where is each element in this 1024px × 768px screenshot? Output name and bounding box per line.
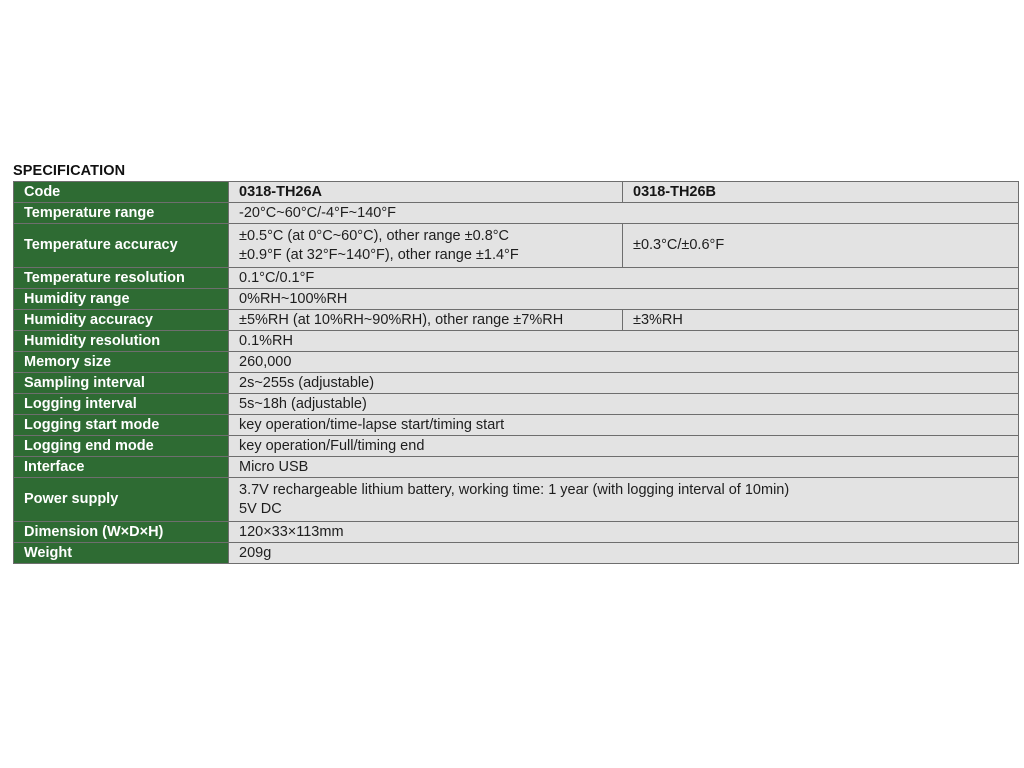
temperature-accuracy-a-line1: ±0.5°C (at 0°C~60°C), other range ±0.8°C [239, 227, 510, 244]
power-supply-value [229, 478, 1019, 522]
table-row-temperature-accuracy [14, 224, 1019, 268]
weight-value: 209g [229, 543, 1019, 564]
power-supply-line2: 5V DC [239, 500, 282, 517]
table-row-logging-start-mode [14, 415, 1019, 436]
row-label-temperature-range: Temperature range [14, 203, 229, 224]
table-row-code [14, 182, 1019, 203]
row-label-code: Code [14, 182, 229, 203]
row-label-weight: Weight [14, 543, 229, 564]
model-a-code: 0318-TH26A [229, 182, 623, 203]
table-row-sampling-interval [14, 373, 1019, 394]
row-label-humidity-resolution: Humidity resolution [14, 331, 229, 352]
humidity-range-value: 0%RH~100%RH [229, 289, 1019, 310]
temperature-accuracy-a-line2: ±0.9°F (at 32°F~140°F), other range ±1.4°F [239, 246, 519, 263]
row-label-temperature-accuracy: Temperature accuracy [14, 224, 229, 268]
row-label-interface: Interface [14, 457, 229, 478]
specification-table [13, 181, 1019, 564]
humidity-resolution-value: 0.1%RH [229, 331, 1019, 352]
humidity-accuracy-model-b: ±3%RH [623, 310, 1019, 331]
sampling-interval-value: 2s~255s (adjustable) [229, 373, 1019, 394]
model-b-code: 0318-TH26B [623, 182, 1019, 203]
row-label-logging-start-mode: Logging start mode [14, 415, 229, 436]
humidity-accuracy-model-a: ±5%RH (at 10%RH~90%RH), other range ±7%RH [229, 310, 623, 331]
dimension-value: 120×33×113mm [229, 522, 1019, 543]
table-row-temperature-range [14, 203, 1019, 224]
table-row-logging-end-mode [14, 436, 1019, 457]
interface-value: Micro USB [229, 457, 1019, 478]
table-row-temperature-resolution [14, 268, 1019, 289]
row-label-logging-interval: Logging interval [14, 394, 229, 415]
temperature-range-value: -20°C~60°C/-4°F~140°F [229, 203, 1019, 224]
row-label-humidity-accuracy: Humidity accuracy [14, 310, 229, 331]
memory-size-value: 260,000 [229, 352, 1019, 373]
logging-interval-value: 5s~18h (adjustable) [229, 394, 1019, 415]
row-label-sampling-interval: Sampling interval [14, 373, 229, 394]
logging-end-mode-value: key operation/Full/timing end [229, 436, 1019, 457]
table-row-humidity-accuracy [14, 310, 1019, 331]
table-row-interface [14, 457, 1019, 478]
table-row-humidity-resolution [14, 331, 1019, 352]
logging-start-mode-value: key operation/time-lapse start/timing start [229, 415, 1019, 436]
power-supply-line1: 3.7V rechargeable lithium battery, working time: 1 year (with logging interval of 10min) [239, 481, 790, 498]
row-label-power-supply: Power supply [14, 478, 229, 522]
row-label-logging-end-mode: Logging end mode [14, 436, 229, 457]
table-row-humidity-range [14, 289, 1019, 310]
table-row-power-supply [14, 478, 1019, 522]
temperature-accuracy-model-b: ±0.3°C/±0.6°F [623, 224, 1019, 268]
table-row-memory-size [14, 352, 1019, 373]
temperature-accuracy-model-a [229, 224, 623, 268]
row-label-temperature-resolution: Temperature resolution [14, 268, 229, 289]
spec-title: SPECIFICATION [13, 163, 126, 179]
table-row-dimension [14, 522, 1019, 543]
table-row-logging-interval [14, 394, 1019, 415]
temperature-resolution-value: 0.1°C/0.1°F [229, 268, 1019, 289]
row-label-dimension: Dimension (W×D×H) [14, 522, 229, 543]
table-row-weight [14, 543, 1019, 564]
row-label-humidity-range: Humidity range [14, 289, 229, 310]
row-label-memory-size: Memory size [14, 352, 229, 373]
